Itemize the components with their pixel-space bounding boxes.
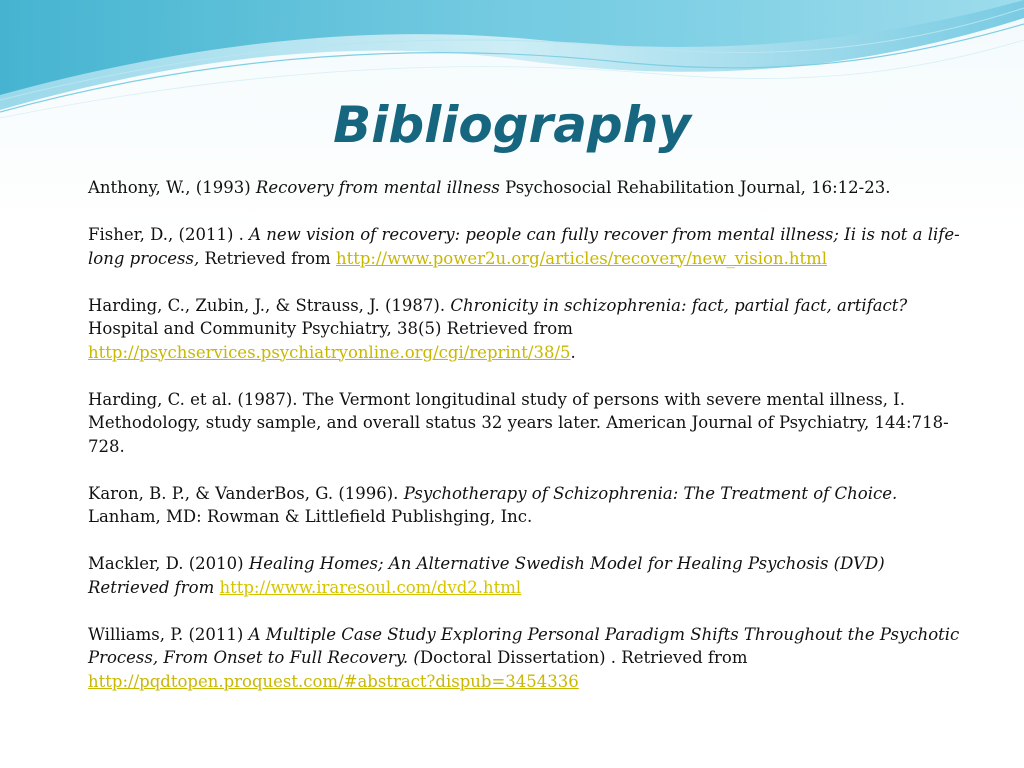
reference-punctuation: . bbox=[570, 342, 576, 362]
reference-list bbox=[88, 176, 964, 717]
reference-item bbox=[88, 223, 964, 270]
reference-link[interactable]: http://psychservices.psychiatryonline.org/cgi/reprint/38/5 bbox=[88, 342, 571, 362]
reference-source: Doctoral Dissertation) . Retrieved from bbox=[419, 648, 748, 667]
reference-title: Healing Homes; An Alternative Swedish Model for Healing Psychosis (DVD) Retrieved from bbox=[88, 554, 885, 597]
reference-title: Psychotherapy of Schizophrenia: The Treatment of Choice. bbox=[403, 483, 898, 503]
reference-retrieved: Retrieved from bbox=[199, 248, 336, 268]
reference-link[interactable]: http://www.power2u.org/articles/recovery/new_vision.html bbox=[335, 248, 828, 268]
reference-item bbox=[88, 623, 964, 694]
reference-authors: Anthony, W., (1993) bbox=[88, 178, 256, 197]
reference-authors: Fisher, D., (2011) . bbox=[88, 225, 250, 244]
reference-title: A new vision of recovery: people can fully recover from mental illness; Ii is not a life-long process, bbox=[88, 225, 960, 268]
reference-item bbox=[88, 388, 964, 459]
reference-source: Hospital and Community Psychiatry, 38(5) Retrieved from bbox=[88, 319, 573, 338]
reference-title: Chronicity in schizophrenia: fact, partial fact, artifact? bbox=[450, 295, 908, 315]
reference-source: Lanham, MD: Rowman & Littlefield Publishging, Inc. bbox=[88, 507, 533, 526]
reference-link[interactable]: http://pqdtopen.proquest.com/#abstract?dispub=3454336 bbox=[88, 671, 579, 691]
reference-item bbox=[88, 176, 964, 200]
slide-title: Bibliography bbox=[333, 96, 691, 154]
reference-text: Harding, C. et al. (1987). The Vermont longitudinal study of persons with severe mental illness, I. Methodology, study sample, and overall status 32 years later. American Journal of Psychiatry, 144:718-728. bbox=[88, 389, 949, 456]
reference-source: Psychosocial Rehabilitation Journal, 16:12-23. bbox=[499, 178, 891, 197]
reference-item bbox=[88, 294, 964, 365]
reference-authors: Mackler, D. (2010) bbox=[88, 554, 249, 573]
reference-authors: Karon, B. P., & VanderBos, G. (1996). bbox=[88, 483, 404, 503]
reference-title: A Multiple Case Study Exploring Personal Paradigm Shifts Throughout the Psychotic Process, From Onset to Full Recovery. ( bbox=[88, 624, 960, 667]
reference-link[interactable]: http://www.iraresoul.com/dvd2.html bbox=[219, 577, 522, 597]
reference-title: Recovery from mental illness bbox=[255, 178, 500, 197]
reference-item bbox=[88, 552, 964, 599]
reference-item bbox=[88, 482, 964, 529]
reference-authors: Harding, C., Zubin, J., & Strauss, J. (1987). bbox=[88, 295, 451, 315]
reference-authors: Williams, P. (2011) bbox=[88, 624, 249, 644]
